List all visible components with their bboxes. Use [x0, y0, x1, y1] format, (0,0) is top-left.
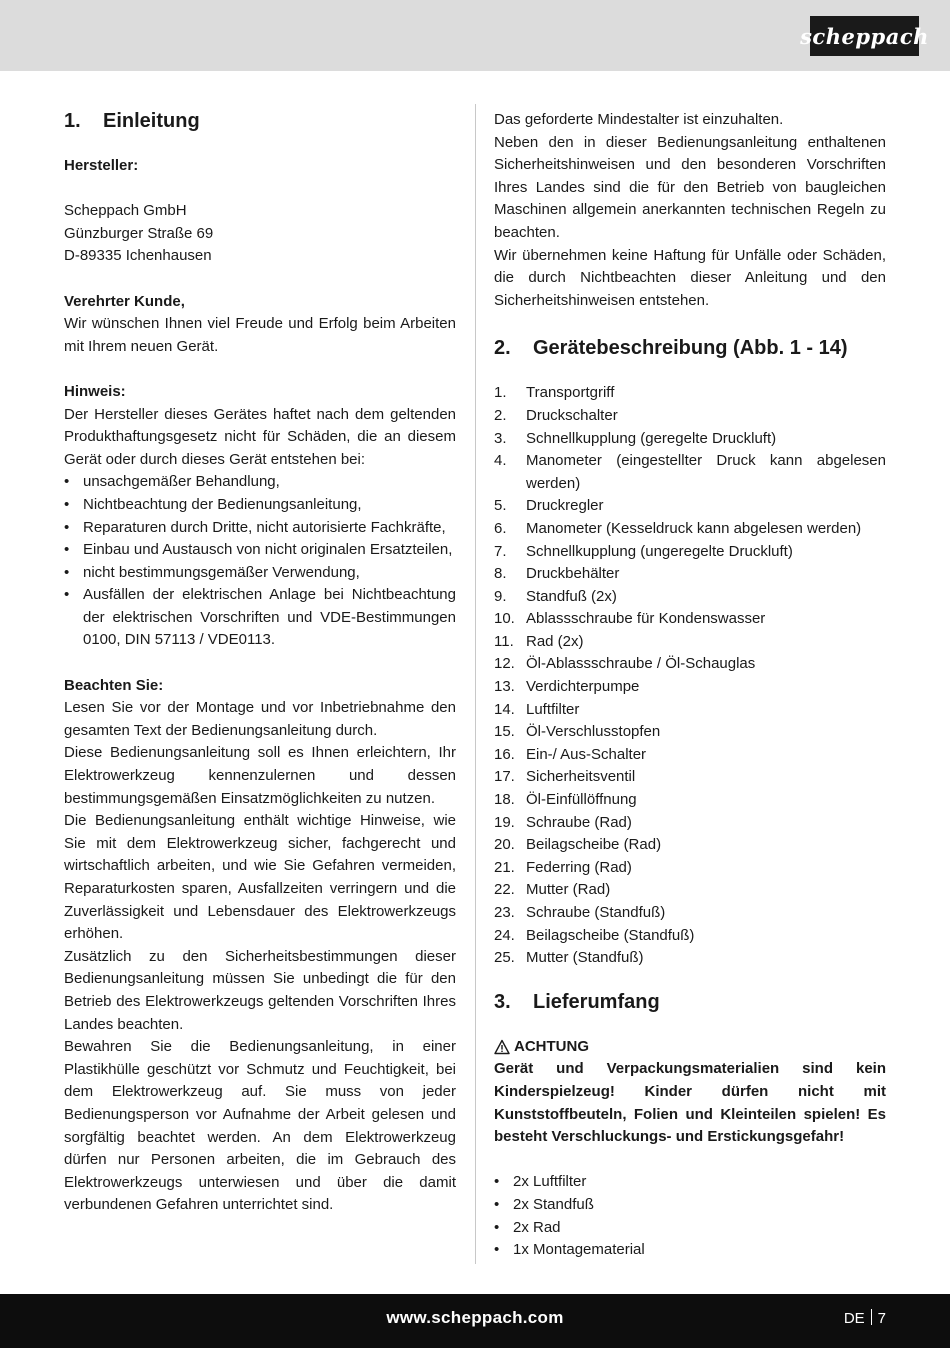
list-item — [494, 812, 886, 835]
item-text: Sicherheitsventil — [526, 768, 636, 786]
item-number: 4. — [494, 452, 507, 470]
parts-list — [494, 382, 886, 969]
item-text: Ablassschraube für Kondenswasser — [526, 610, 766, 628]
list-item — [494, 450, 886, 495]
item-text: Schnellkupplung (geregelte Druckluft) — [526, 429, 777, 447]
item-text: Öl-Ablassschraube / Öl-Schauglas — [526, 655, 756, 673]
item-number: 20. — [494, 836, 515, 854]
item-text: Mutter (Rad) — [526, 881, 611, 899]
item-text: Mutter (Standfuß) — [526, 949, 644, 967]
scheppach-logo: scheppach — [810, 16, 919, 56]
item-number: 16. — [494, 745, 515, 763]
beachten-label: Beachten Sie: — [64, 676, 164, 694]
item-text: Schnellkupplung (ungeregelte Druckluft) — [526, 542, 793, 560]
section-number: 3. — [494, 990, 511, 1013]
footer-bar — [0, 1294, 950, 1348]
item-number: 17. — [494, 768, 515, 786]
left-column — [64, 109, 456, 1217]
section-title: Einleitung — [103, 110, 200, 132]
item-text: Verdichterpumpe — [526, 678, 640, 696]
paragraph: Zusätzlich zu den Sicherheitsbestimmungen dieser Bedienungsanleitung müssen Sie unbedingt die für den Betrieb des Elektrowerkzeugs geltenden Vorschriften Ihres Landes beachten. — [64, 947, 456, 1033]
list-item — [494, 653, 886, 676]
section-number: 1. — [64, 110, 81, 132]
list-item — [494, 541, 886, 564]
item-number: 11. — [494, 632, 514, 650]
list-item — [494, 428, 886, 451]
item-number: 5. — [494, 497, 507, 515]
right-column — [494, 109, 886, 1262]
list-item: • Reparaturen durch Dritte, nicht autorisierte Fachkräfte, — [64, 517, 456, 540]
list-item — [494, 766, 886, 789]
item-text: Druckbehälter — [526, 565, 620, 583]
paragraph: Neben den in dieser Bedienungsanleitung enthaltenen Sicherheitshinweisen und den besonderen Vorschriften Ihres Landes sind die für den Betrieb von baugleichen Maschinen allgemein anerkannten technischen Regeln zu beachten. — [494, 133, 886, 241]
kunde-text: Wir wünschen Ihnen viel Freude und Erfolg beim Arbeiten mit Ihrem neuen Gerät. — [64, 315, 456, 355]
list-item: • nicht bestimmungsgemäßer Verwendung, — [64, 562, 456, 585]
item-number: 14. — [494, 700, 515, 718]
section-heading-lieferumfang — [494, 990, 886, 1014]
paragraph: Wir übernehmen keine Haftung für Unfälle oder Schäden, die durch Nichtbeachten dieser Anleitung und den Sicherheitshinweisen entstehen. — [494, 246, 886, 309]
item-text: Luftfilter — [526, 700, 580, 718]
item-text: Beilagscheibe (Standfuß) — [526, 926, 695, 944]
list-item — [494, 925, 886, 948]
list-item: • 2x Rad — [494, 1217, 886, 1240]
section-heading-geraetebeschreibung — [494, 336, 886, 360]
section-title: Lieferumfang — [533, 990, 660, 1013]
list-item — [494, 495, 886, 518]
item-number: 18. — [494, 791, 515, 809]
address-line: Günzburger Straße 69 — [64, 224, 214, 242]
item-number: 2. — [494, 406, 507, 424]
item-text: Beilagscheibe (Rad) — [526, 836, 662, 854]
list-item — [494, 586, 886, 609]
warning-label: ACHTUNG — [514, 1037, 589, 1055]
section-heading-einleitung — [64, 109, 456, 133]
page-indicator — [844, 1309, 886, 1327]
paragraph: Diese Bedienungsanleitung soll es Ihnen erleichtern, Ihr Elektrowerkzeug kennenzulernen und dessen bestimmungsgemäßen Einsatzmöglichkeiten zu nutzen. — [64, 744, 456, 807]
item-number: 25. — [494, 949, 515, 967]
item-text: Öl-Einfüllöffnung — [526, 791, 637, 809]
list-item — [494, 789, 886, 812]
item-text: Manometer (eingestellter Druck kann abgelesen werden) — [526, 452, 886, 492]
page-number: 7 — [877, 1310, 886, 1327]
item-number: 10. — [494, 610, 515, 628]
section-number: 2. — [494, 337, 511, 360]
list-item — [494, 382, 886, 405]
hersteller-label: Hersteller: — [64, 157, 139, 174]
address-line: Scheppach GmbH — [64, 202, 187, 220]
item-number: 7. — [494, 542, 507, 560]
item-text: Transportgriff — [526, 384, 615, 402]
item-number: 8. — [494, 565, 507, 583]
item-number: 19. — [494, 813, 515, 831]
list-item: • 2x Standfuß — [494, 1194, 886, 1217]
hinweis-list — [64, 471, 456, 652]
item-text: Rad (2x) — [526, 632, 584, 650]
hinweis-label: Hinweis: — [64, 382, 126, 400]
item-number: 15. — [494, 723, 515, 741]
item-text: Druckregler — [526, 497, 604, 515]
list-item — [494, 676, 886, 699]
item-text: Standfuß (2x) — [526, 587, 617, 605]
list-item — [494, 518, 886, 541]
list-item — [494, 902, 886, 925]
item-number: 13. — [494, 678, 515, 696]
list-item — [494, 879, 886, 902]
list-item: • Nichtbeachtung der Bedienungsanleitung, — [64, 494, 456, 517]
list-item — [494, 857, 886, 880]
item-number: 21. — [494, 858, 515, 876]
list-item: • 2x Luftfilter — [494, 1171, 886, 1194]
address-line: D-89335 Ichenhausen — [64, 247, 212, 265]
language-code: DE — [843, 1310, 865, 1327]
hinweis-text: Der Hersteller dieses Gerätes haftet nach dem geltenden Produkthaftungsgesetz nicht für Schäden, die an diesem Gerät oder durch dieses Gerät entstehen bei: — [64, 405, 456, 468]
item-number: 9. — [494, 587, 507, 605]
list-item: • 1x Montagematerial — [494, 1239, 886, 1262]
item-number: 1. — [494, 384, 507, 402]
item-text: Ein-/ Aus-Schalter — [526, 745, 647, 763]
list-item — [494, 631, 886, 654]
list-item: • unsachgemäßer Behandlung, — [64, 471, 456, 494]
paragraph: Die Bedienungsanleitung enthält wichtige Hinweise, wie Sie mit dem Elektrowerkzeug sicher, fachgerecht und wirtschaftlich arbeiten, und wie Sie Gefahren vermeiden, Reparaturkosten sparen, Ausfallzeiten verringern und die Zuverlässigkeit und Lebensdauer des Elektrowerkzeugs erhöhen. — [64, 812, 456, 943]
list-item — [494, 721, 886, 744]
item-text: Druckschalter — [526, 406, 618, 424]
column-divider — [475, 104, 476, 1264]
item-number: 22. — [494, 881, 515, 899]
item-text: Schraube (Standfuß) — [526, 904, 666, 921]
paragraph: Das geforderte Mindestalter ist einzuhalten. — [494, 111, 784, 128]
list-item — [494, 744, 886, 767]
header-bar — [0, 0, 950, 71]
section-title: Gerätebeschreibung (Abb. 1 - 14) — [533, 337, 848, 360]
warning-heading — [494, 1036, 886, 1059]
list-item — [494, 608, 886, 631]
item-number: 12. — [494, 655, 515, 673]
list-item — [494, 405, 886, 428]
item-text: Federring (Rad) — [526, 858, 632, 876]
scope-list — [494, 1171, 886, 1261]
list-item: • Ausfällen der elektrischen Anlage bei Nichtbeachtung der elektrischen Vorschriften und VDE-Bestimmungen 0100, DIN 57113 / VDE0113. — [64, 584, 456, 652]
item-text: Schraube (Rad) — [526, 813, 632, 831]
item-text: Manometer (Kesseldruck kann abgelesen werden) — [526, 519, 862, 537]
warning-text: Gerät und Verpackungsmaterialien sind kein Kinderspielzeug! Kinder dürfen nicht mit Kunststoffbeuteln, Folien und Kleinteilen spielen! Es besteht Verschluckungs- und Erstickungsgefahr! — [494, 1060, 886, 1146]
list-item — [494, 947, 886, 970]
item-text: Öl-Verschlusstopfen — [526, 723, 661, 741]
item-number: 23. — [494, 904, 515, 921]
item-number: 6. — [494, 519, 507, 537]
paragraph: Lesen Sie vor der Montage und vor Inbetriebnahme den gesamten Text der Bedienungsanleitung durch. — [64, 699, 456, 739]
kunde-label: Verehrter Kunde, — [64, 292, 185, 310]
paragraph: Bewahren Sie die Bedienungsanleitung, in einer Plastikhülle geschützt vor Schmutz und Feuchtigkeit, bei dem Elektrowerkzeug auf. Sie muss von jeder Bedienungsperson vor Aufnahme der Arbeit gelesen und sorgfältig beachtet werden. An dem Elektrowerkzeug dürfen nur Personen arbeiten, die im Gebrauch des Elektrowerkzeugs unterwiesen und über die damit verbundenen Gefahren unterrichtet sind. — [64, 1038, 456, 1214]
footer-url-link[interactable]: www.scheppach.com — [386, 1308, 564, 1327]
list-item — [494, 834, 886, 857]
item-number: 24. — [494, 926, 515, 944]
list-item — [494, 563, 886, 586]
warning-triangle-icon — [494, 1039, 510, 1055]
list-item: • Einbau und Austausch von nicht originalen Ersatzteilen, — [64, 539, 456, 562]
list-item — [494, 699, 886, 722]
item-number: 3. — [494, 429, 507, 447]
